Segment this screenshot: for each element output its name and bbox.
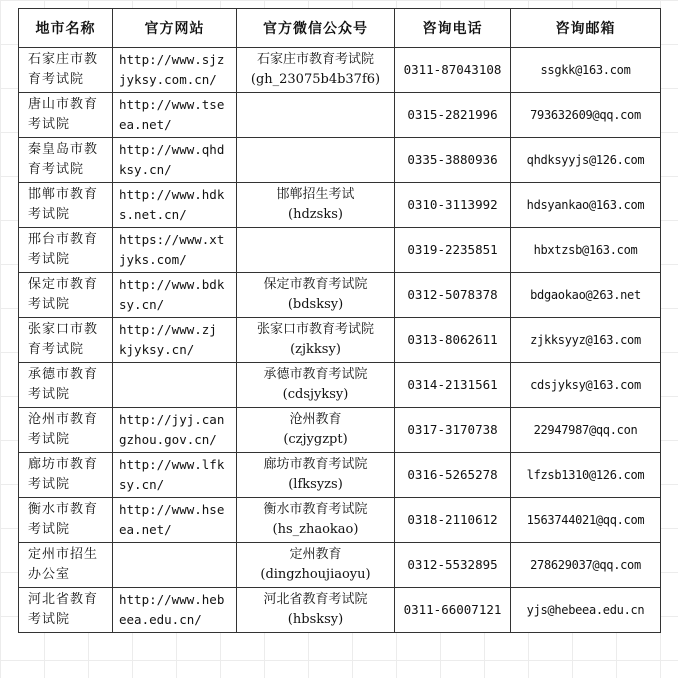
website-link-line[interactable]: sy.cn/ bbox=[119, 297, 165, 312]
website-link-line[interactable]: http://www.zj bbox=[119, 322, 217, 337]
wechat-account-name: 邯郸招生考试 bbox=[276, 187, 355, 202]
cell-website bbox=[113, 543, 237, 588]
wechat-account-id: (cdsjyksy) bbox=[282, 387, 349, 402]
cell-city-name: 廊坊市教育考试院 bbox=[19, 453, 113, 498]
wechat-account-id: (dingzhoujiaoyu) bbox=[260, 567, 371, 582]
wechat-account-id: (hdzsks) bbox=[288, 207, 343, 222]
cell-city-name: 承德市教育考试院 bbox=[19, 363, 113, 408]
website-link-line[interactable]: http://www.sjz bbox=[119, 52, 225, 67]
cell-wechat-account bbox=[237, 588, 395, 633]
table-row bbox=[19, 138, 661, 183]
cell-phone: 0310-3113992 bbox=[395, 183, 511, 228]
table-row bbox=[19, 408, 661, 453]
cell-city-name: 秦皇岛市教育考试院 bbox=[19, 138, 113, 183]
cell-email: 278629037@qq.com bbox=[511, 543, 661, 588]
cell-website bbox=[113, 318, 237, 363]
wechat-account-name: 沧州教育 bbox=[289, 412, 342, 427]
cell-email: zjkksyyz@163.com bbox=[511, 318, 661, 363]
cell-city-name: 衡水市教育考试院 bbox=[19, 498, 113, 543]
cell-phone: 0314-2131561 bbox=[395, 363, 511, 408]
cell-phone: 0335-3880936 bbox=[395, 138, 511, 183]
cell-email: 1563744021@qq.com bbox=[511, 498, 661, 543]
table-row bbox=[19, 363, 661, 408]
cell-phone: 0315-2821996 bbox=[395, 93, 511, 138]
wechat-account-id: (bdsksy) bbox=[287, 297, 344, 312]
table-row bbox=[19, 498, 661, 543]
cell-email: yjs@hebeea.edu.cn bbox=[511, 588, 661, 633]
cell-phone: 0317-3170738 bbox=[395, 408, 511, 453]
cell-phone: 0312-5078378 bbox=[395, 273, 511, 318]
exam-institute-contact-table bbox=[18, 8, 661, 633]
cell-email: ssgkk@163.com bbox=[511, 48, 661, 93]
cell-wechat-account bbox=[237, 48, 395, 93]
cell-website bbox=[113, 183, 237, 228]
table-header bbox=[19, 9, 661, 48]
cell-website bbox=[113, 48, 237, 93]
cell-email: hdsyankao@163.com bbox=[511, 183, 661, 228]
table-body bbox=[19, 48, 661, 633]
website-link-line[interactable]: http://www.hdk bbox=[119, 187, 225, 202]
cell-city-name: 保定市教育考试院 bbox=[19, 273, 113, 318]
cell-phone: 0313-8062611 bbox=[395, 318, 511, 363]
column-header-wechat-account: 官方微信公众号 bbox=[237, 9, 395, 48]
wechat-account-name: 衡水市教育考试院 bbox=[263, 502, 368, 517]
table-row bbox=[19, 543, 661, 588]
table-row bbox=[19, 588, 661, 633]
cell-wechat-account bbox=[237, 363, 395, 408]
cell-wechat-account bbox=[237, 93, 395, 138]
cell-website bbox=[113, 453, 237, 498]
cell-email: hbxtzsb@163.com bbox=[511, 228, 661, 273]
wechat-account-name: 石家庄市教育考试院 bbox=[256, 52, 374, 67]
website-link-line[interactable]: https://www.xt bbox=[119, 232, 225, 247]
header-row bbox=[19, 9, 661, 48]
cell-city-name: 河北省教育考试院 bbox=[19, 588, 113, 633]
website-link-line[interactable]: eea.edu.cn/ bbox=[119, 612, 202, 627]
document-sheet bbox=[18, 8, 660, 633]
website-link-line[interactable]: http://www.bdk bbox=[119, 277, 225, 292]
cell-website bbox=[113, 408, 237, 453]
cell-wechat-account bbox=[237, 408, 395, 453]
website-link-line[interactable]: sy.cn/ bbox=[119, 477, 165, 492]
wechat-account-name: 承德市教育考试院 bbox=[263, 367, 368, 382]
column-header-phone: 咨询电话 bbox=[395, 9, 511, 48]
wechat-account-id: (zjkksy) bbox=[290, 342, 341, 357]
table-row bbox=[19, 228, 661, 273]
wechat-account-name: 廊坊市教育考试院 bbox=[263, 457, 368, 472]
cell-wechat-account bbox=[237, 318, 395, 363]
website-link-line[interactable]: jyks.com/ bbox=[119, 252, 187, 267]
column-header-city-name: 地市名称 bbox=[19, 9, 113, 48]
website-link-line[interactable]: http://www.hse bbox=[119, 502, 225, 517]
cell-phone: 0319-2235851 bbox=[395, 228, 511, 273]
wechat-account-id: (czjygzpt) bbox=[283, 432, 348, 447]
cell-email: 793632609@qq.com bbox=[511, 93, 661, 138]
table-row bbox=[19, 183, 661, 228]
cell-phone: 0311-66007121 bbox=[395, 588, 511, 633]
cell-email: qhdksyyjs@126.com bbox=[511, 138, 661, 183]
cell-email: 22947987@qq.con bbox=[511, 408, 661, 453]
wechat-account-name: 保定市教育考试院 bbox=[263, 277, 368, 292]
website-link-line[interactable]: ksy.cn/ bbox=[119, 162, 172, 177]
cell-phone: 0316-5265278 bbox=[395, 453, 511, 498]
website-link-line[interactable]: http://www.qhd bbox=[119, 142, 225, 157]
cell-city-name: 定州市招生办公室 bbox=[19, 543, 113, 588]
website-link-line[interactable]: gzhou.gov.cn/ bbox=[119, 432, 217, 447]
cell-email: lfzsb1310@126.com bbox=[511, 453, 661, 498]
wechat-account-id: (gh_23075b4b37f6) bbox=[250, 72, 381, 87]
website-link-line[interactable]: jyksy.com.cn/ bbox=[119, 72, 217, 87]
wechat-account-name: 河北省教育考试院 bbox=[263, 592, 368, 607]
column-header-official-website: 官方网站 bbox=[113, 9, 237, 48]
cell-city-name: 沧州市教育考试院 bbox=[19, 408, 113, 453]
column-header-email: 咨询邮箱 bbox=[511, 9, 661, 48]
table-row bbox=[19, 318, 661, 363]
table-row bbox=[19, 273, 661, 318]
cell-wechat-account bbox=[237, 453, 395, 498]
cell-website bbox=[113, 363, 237, 408]
website-link-line[interactable]: ea.net/ bbox=[119, 117, 172, 132]
cell-website bbox=[113, 228, 237, 273]
website-link-line[interactable]: http://www.lfk bbox=[119, 457, 225, 472]
wechat-account-id: (hbsksy) bbox=[287, 612, 344, 627]
cell-website bbox=[113, 588, 237, 633]
cell-wechat-account bbox=[237, 138, 395, 183]
website-link-line[interactable]: http://www.heb bbox=[119, 592, 225, 607]
website-link-line[interactable]: http://jyj.can bbox=[119, 412, 225, 427]
wechat-account-name: 定州教育 bbox=[289, 547, 342, 562]
table-row bbox=[19, 93, 661, 138]
cell-phone: 0311-87043108 bbox=[395, 48, 511, 93]
wechat-account-name: 张家口市教育考试院 bbox=[256, 322, 374, 337]
cell-wechat-account bbox=[237, 273, 395, 318]
wechat-account-id: (lfksyzs) bbox=[288, 477, 343, 492]
cell-wechat-account bbox=[237, 183, 395, 228]
website-link-line[interactable]: s.net.cn/ bbox=[119, 207, 187, 222]
cell-website bbox=[113, 93, 237, 138]
cell-website bbox=[113, 273, 237, 318]
cell-wechat-account bbox=[237, 543, 395, 588]
cell-email: bdgaokao@263.net bbox=[511, 273, 661, 318]
cell-wechat-account bbox=[237, 498, 395, 543]
table-row bbox=[19, 48, 661, 93]
cell-website bbox=[113, 138, 237, 183]
table-row bbox=[19, 453, 661, 498]
cell-city-name: 邢台市教育考试院 bbox=[19, 228, 113, 273]
cell-phone: 0312-5532895 bbox=[395, 543, 511, 588]
cell-phone: 0318-2110612 bbox=[395, 498, 511, 543]
cell-email: cdsjyksy@163.com bbox=[511, 363, 661, 408]
website-link-line[interactable]: ea.net/ bbox=[119, 522, 172, 537]
cell-city-name: 唐山市教育考试院 bbox=[19, 93, 113, 138]
wechat-account-id: (hs_zhaokao) bbox=[272, 522, 359, 537]
website-link-line[interactable]: http://www.tse bbox=[119, 97, 225, 112]
cell-city-name: 石家庄市教育考试院 bbox=[19, 48, 113, 93]
cell-city-name: 邯郸市教育考试院 bbox=[19, 183, 113, 228]
cell-wechat-account bbox=[237, 228, 395, 273]
cell-city-name: 张家口市教育考试院 bbox=[19, 318, 113, 363]
website-link-line[interactable]: kjyksy.cn/ bbox=[119, 342, 195, 357]
cell-website bbox=[113, 498, 237, 543]
